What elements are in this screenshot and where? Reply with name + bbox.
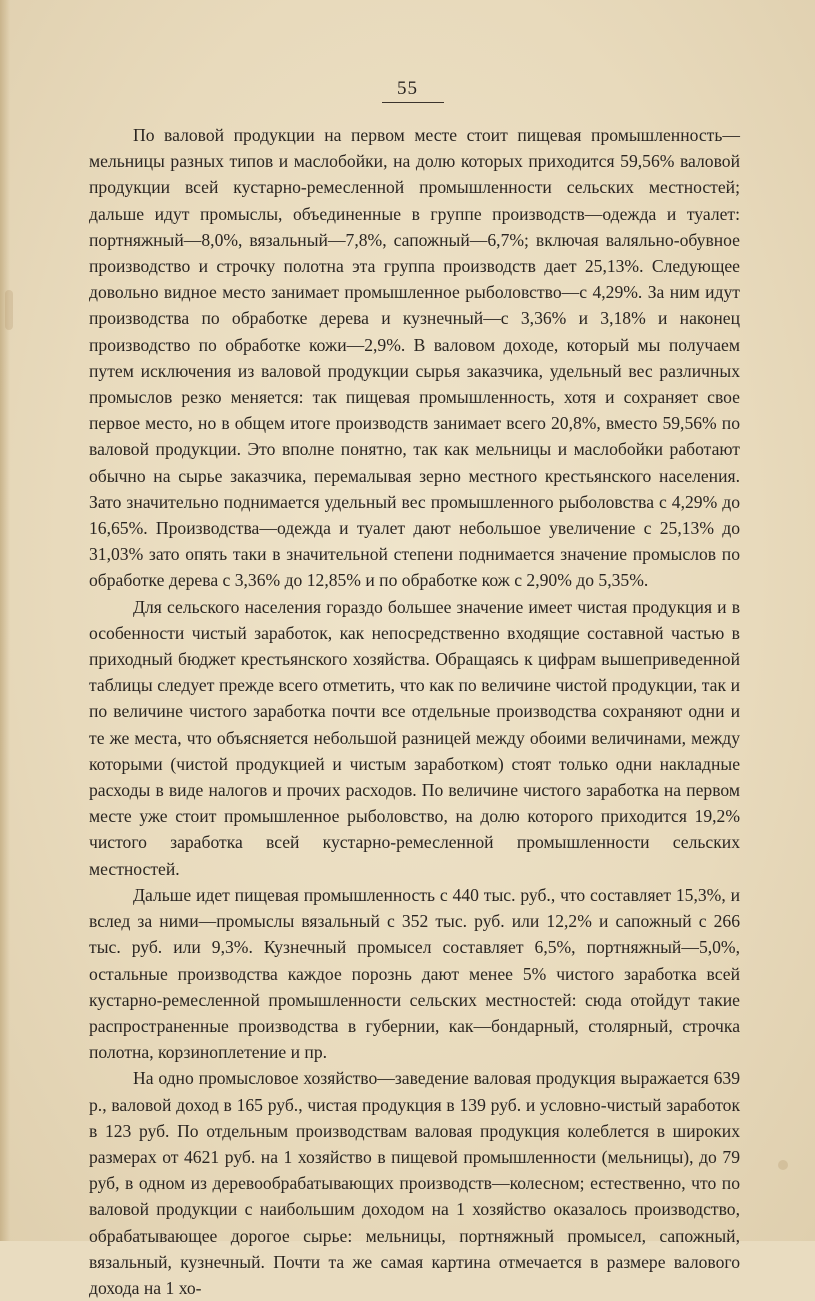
page-edge-shadow bbox=[0, 0, 10, 1241]
paper-stain bbox=[778, 1160, 788, 1170]
paper-stain bbox=[5, 290, 13, 330]
body-text bbox=[89, 122, 740, 1301]
paragraph-3: Дальше идет пищевая промышленность с 440 тыс. руб., что составляет 15,3%, и вслед за ними—промыслы вязальный с 352 тыс. руб. или 12,2% и сапожный с 266 тыс. руб. или 9,3%. Кузнечный промысел составляет 6,5%, портняжный—5,0%, остальные производства каждое порознь дают менее 5% чистого заработка всей кустарно-ремесленной промышленности сельских местностей: сюда отойдут такие распространенные производства в губернии, как—бондарный, столярный, строчка полотна, корзиноплетение и пр. bbox=[89, 884, 740, 1063]
page-number-underline bbox=[382, 102, 444, 103]
paragraph-1: По валовой продукции на первом месте стоит пищевая промышленность—мельницы разных типов и маслобойки, на долю которых приходится 59,56% валовой продукции всей кустарно-ремесленной промышленности сельских местностей; дальше идут промыслы, объединенные в группе производств—одежда и туалет: портняжный—8,0%, вязальный—7,8%, сапожный—6,7%; включая валяльно-обувное производство и строчку полотна эта группа производств дает 25,13%. Следующее довольно видное место занимает промышленное рыболовство—с 4,29%. За ним идут производства по обработке дерева и кузнечный—с 3,36% и 3,18% и наконец производство по обработке кожи—2,9%. В валовом доходе, который мы получаем путем исключения из валовой продукции сырья заказчика, удельный вес различных промыслов резко меняется: так пищевая промышленность, хотя и сохраняет свое первое место, но в общем итоге производств занимает всего 20,8%, вместо 59,56% по валовой продукции. Это вполне понятно, так как мельницы и маслобойки работают обычно на сырье заказчика, перемалывая зерно местного крестьянского населения. Зато значительно поднимается удельный вес промышленного рыболовства с 4,29% до 16,65%. Производства—одежда и туалет дают небольшое увеличение с 25,13% до 31,03% зато опять таки в значительной степени поднимается значение промыслов по обработке дерева с 3,36% до 12,85% и по обработке кож с 2,90% до 5,35%. bbox=[89, 125, 740, 591]
page-number: 55 bbox=[397, 78, 418, 99]
paragraph-2: Для сельского населения гораздо большее значение имеет чистая продукция и в особенности чистый заработок, как непосредственно входящие составной частью в приходный бюджет крестьянского хозяйства. Обращаясь к цифрам вышеприведенной таблицы следует прежде всего отметить, что как по величине чистой продукции, так и по величине чистого заработка почти все отдельные производства сохраняют одни и те же места, что объясняется небольшой разницей между обоими величинами, между которыми (чистой продукцией и чистым заработком) стоят только одни накладные расходы в виде налогов и прочих расходов. По величине чистого заработка на первом месте уже стоит промышленное рыболовство, на долю которого приходится 19,2% чистого заработка всей кустарно-ремесленной промышленности сельских местностей. bbox=[89, 596, 740, 879]
paragraph-4: На одно промысловое хозяйство—заведение валовая продукция выражается 639 р., валовой доход в 165 руб., чистая продукция в 139 руб. и условно-чистый заработок в 123 руб. По отдельным производствам валовая продукция колеблется в широких размерах от 4621 руб. на 1 хозяйство в пищевой промышленности (мельницы), до 79 руб, в одном из деревообрабатывающих производств—колесном; естественно, что по валовой продукции с наибольшим доходом на 1 хозяйство оказалось производство, обрабатывающее дорогое сырье: мельницы, портняжный промысел, сапожный, вязальный, кузнечный. Почти та же самая картина отмечается в размере валового дохода на 1 хо- bbox=[89, 1068, 740, 1298]
